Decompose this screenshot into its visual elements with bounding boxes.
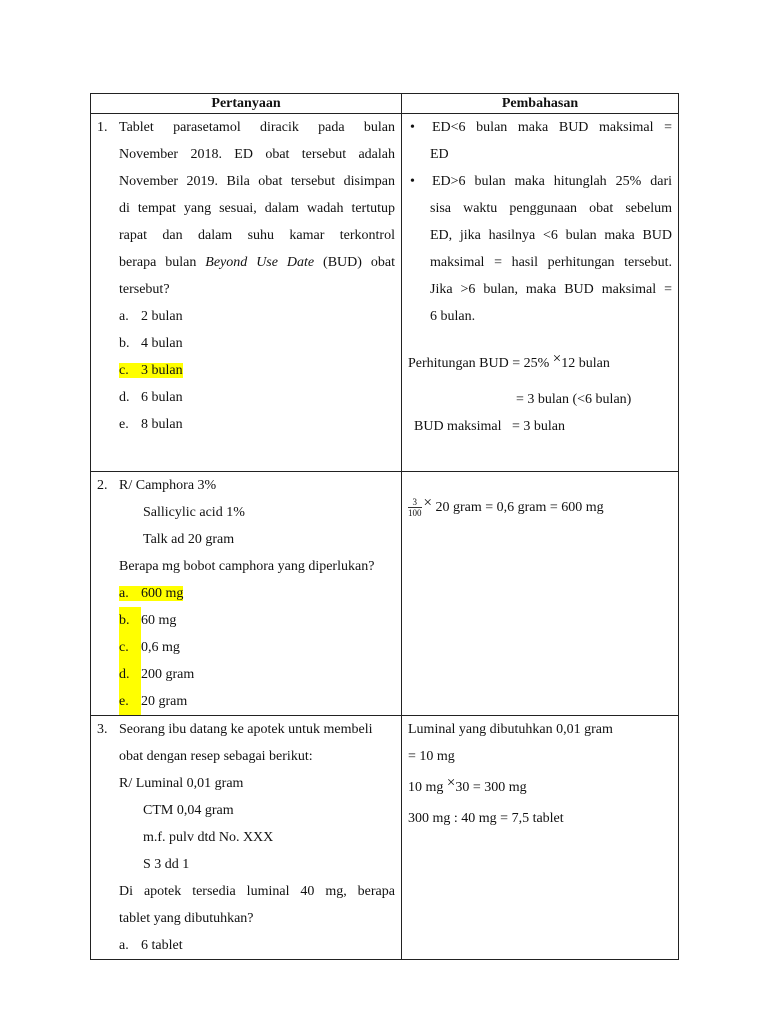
header-pembahasan: Pembahasan bbox=[402, 94, 679, 114]
question-text-line: tablet yang dibutuhkan? bbox=[119, 911, 254, 926]
bullet-icon: • bbox=[410, 174, 415, 189]
bud-calculation: Perhitungan BUD = 25% ×12 bulan bbox=[408, 351, 610, 371]
option-c: c. 0,6 mg bbox=[97, 634, 395, 661]
fraction: $\frac{3}{100}$ bbox=[408, 497, 422, 519]
question-text-line: Berapa mg bobot camphora yang diperlukan? bbox=[119, 559, 375, 574]
option-a: a. 6 tablet bbox=[119, 938, 183, 953]
times-icon: × bbox=[446, 775, 456, 791]
question-text-line: berapa bulan Beyond Use Date (BUD) obat bbox=[119, 255, 395, 270]
question-text-line: tersebut? bbox=[119, 282, 170, 297]
question-text-line: m.f. pulv dtd No. XXX bbox=[143, 830, 274, 845]
question-2-cell bbox=[91, 472, 402, 716]
answer-line: 10 mg ×30 = 300 mg bbox=[408, 775, 527, 795]
question-text-line: CTM 0,04 gram bbox=[143, 803, 234, 818]
option-c-highlighted: c. 3 bulan bbox=[119, 363, 183, 378]
question-1-cell bbox=[91, 114, 402, 472]
bud-max: BUD maksimal = 3 bulan bbox=[414, 419, 565, 434]
question-text-line: R/ Luminal 0,01 gram bbox=[119, 776, 244, 791]
answer-line: Luminal yang dibutuhkan 0,01 gram bbox=[408, 722, 613, 737]
option-b: b. 4 bulan bbox=[119, 336, 183, 351]
header-pertanyaan: Pertanyaan bbox=[91, 94, 402, 114]
question-number: 3. bbox=[97, 722, 108, 737]
bullet-line: • ED<6 bulan maka BUD maksimal = bbox=[408, 114, 672, 141]
question-number: 1. bbox=[97, 120, 108, 135]
question-text-line: November 2018. ED obat tersebut adalah bbox=[119, 147, 395, 162]
camphora-calculation: $\frac{3}{100}$ × 20 gram = 0,6 gram = 600 mg bbox=[408, 495, 604, 519]
bullet-line: ED, jika hasilnya <6 bulan maka BUD bbox=[430, 228, 672, 243]
question-3-cell bbox=[91, 716, 402, 960]
option-e: e. 20 gram bbox=[97, 688, 395, 715]
answer-line: 300 mg : 40 mg = 7,5 tablet bbox=[408, 811, 564, 826]
question-text-line: Di apotek tersedia luminal 40 mg, berapa bbox=[119, 884, 395, 899]
bullet-line: ED bbox=[430, 147, 449, 162]
option-d: d. 6 bulan bbox=[119, 390, 183, 405]
bud-result: = 3 bulan (<6 bulan) bbox=[516, 392, 632, 407]
question-text-line: obat dengan resep sebagai berikut: bbox=[119, 749, 313, 764]
qa-table bbox=[90, 93, 679, 960]
option-b: b. 60 mg bbox=[97, 607, 395, 634]
option-d: d. 200 gram bbox=[97, 661, 395, 688]
bullet-icon: • bbox=[410, 120, 415, 135]
bullet-line: 6 bulan. bbox=[430, 309, 476, 324]
question-text-line: rapat dan dalam suhu kamar terkontrol bbox=[119, 228, 395, 243]
times-icon: × bbox=[423, 495, 432, 511]
answer-2-cell bbox=[402, 472, 679, 716]
bullet-line: Jika >6 bulan, maka BUD maksimal = bbox=[430, 282, 672, 297]
answer-line: = 10 mg bbox=[408, 749, 455, 764]
bullet-line: • ED>6 bulan maka hitunglah 25% dari bbox=[408, 168, 672, 195]
question-text-line: November 2019. Bila obat tersebut disimpan bbox=[119, 174, 395, 189]
option-a: a. 2 bulan bbox=[119, 309, 183, 324]
option-a-highlighted: a. 600 mg bbox=[119, 586, 184, 601]
question-text-line: S 3 dd 1 bbox=[143, 857, 190, 872]
times-icon: × bbox=[552, 351, 562, 367]
answer-3-cell bbox=[402, 716, 679, 960]
question-text-line: 1. Tablet parasetamol diracik pada bulan bbox=[97, 114, 395, 141]
question-text-line: Sallicylic acid 1% bbox=[143, 505, 245, 520]
bullet-line: maksimal = hasil perhitungan tersebut. bbox=[430, 255, 672, 270]
answer-1-cell bbox=[402, 114, 679, 472]
option-e: e. 8 bulan bbox=[119, 417, 183, 432]
bullet-line: sisa waktu penggunaan obat sebelum bbox=[430, 201, 672, 216]
question-text-line: Talk ad 20 gram bbox=[143, 532, 235, 547]
question-number: 2. bbox=[97, 478, 108, 493]
question-text-line: 3. Seorang ibu datang ke apotek untuk membeli bbox=[97, 716, 395, 743]
question-text-line: di tempat yang sesuai, dalam wadah tertutup bbox=[119, 201, 395, 216]
question-text-line: 2. R/ Camphora 3% bbox=[97, 472, 395, 499]
